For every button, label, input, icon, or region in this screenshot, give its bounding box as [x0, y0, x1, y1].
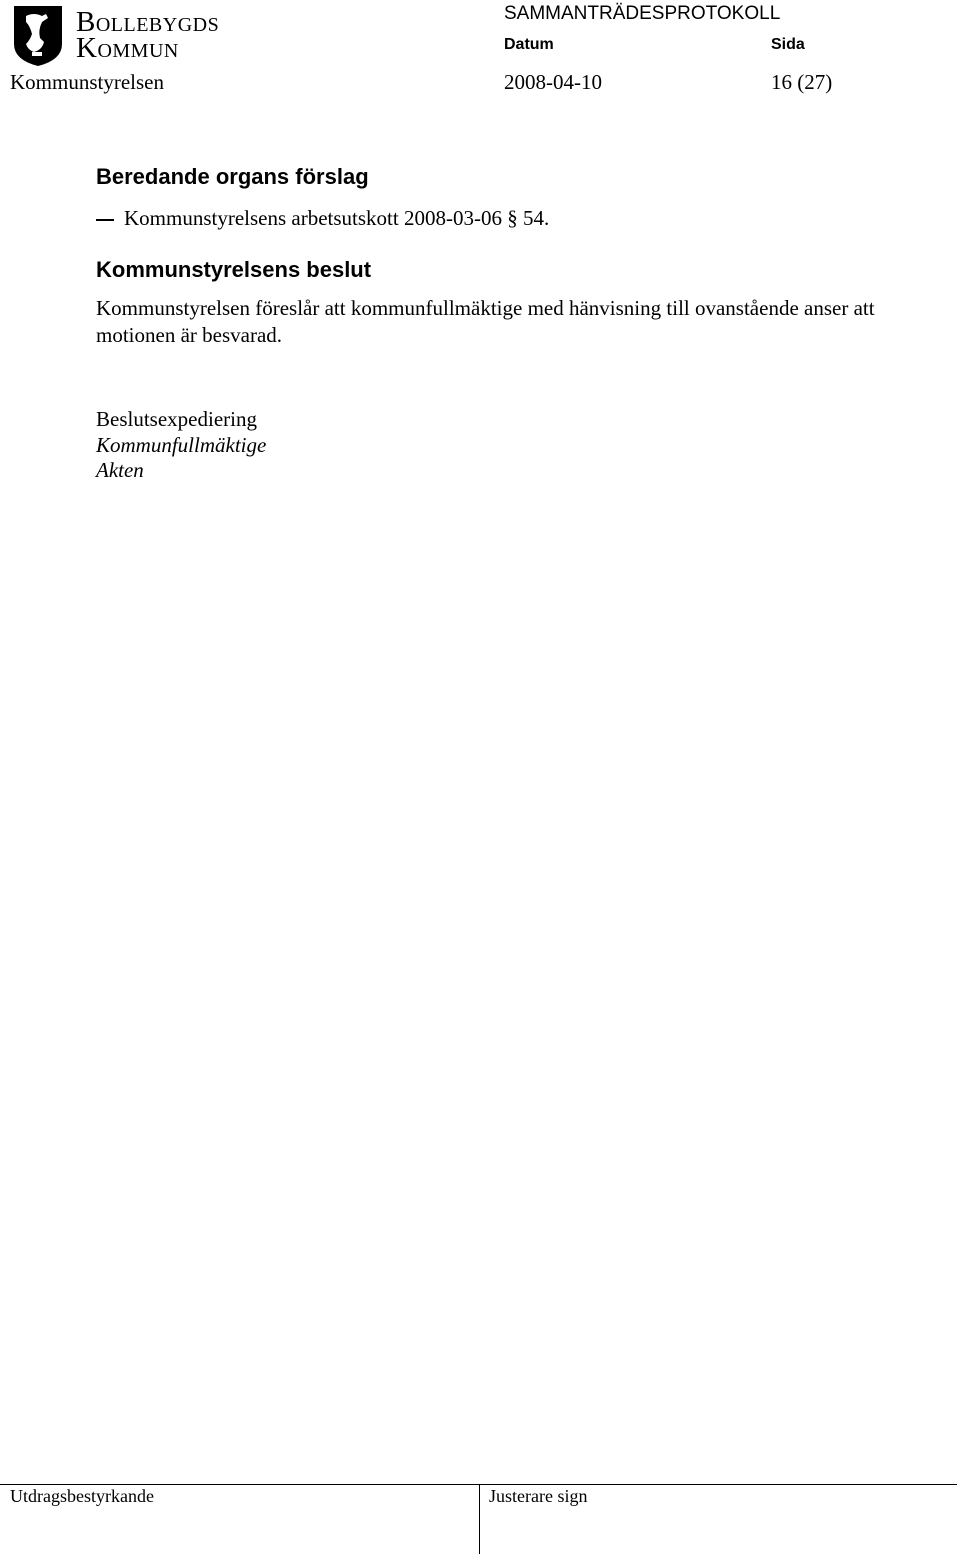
logo-text-line1: Bollebygds — [76, 6, 220, 38]
document-type: SAMMANTRÄDESPROTOKOLL — [504, 3, 781, 24]
distribution-recipient: Kommunfullmäktige — [96, 433, 267, 457]
committee-name: Kommunstyrelsen — [10, 70, 164, 94]
page-number: 16 (27) — [771, 70, 833, 94]
adjuster-signature-label: Justerare sign — [489, 1486, 588, 1506]
dash-bullet — [96, 219, 114, 221]
distribution-title: Beslutsexpediering — [96, 407, 257, 431]
logo-text-line2: Kommun — [76, 32, 179, 64]
certification-label: Utdragsbestyrkande — [10, 1486, 154, 1506]
sida-label: Sida — [771, 36, 805, 53]
proposal-item-text: Kommunstyrelsens arbetsutskott 2008-03-06 § 54. — [124, 206, 550, 230]
datum-label: Datum — [504, 36, 554, 53]
municipality-logo — [12, 4, 242, 68]
meeting-date: 2008-04-10 — [504, 70, 602, 94]
decision-heading: Kommunstyrelsens beslut — [96, 257, 372, 282]
distribution-recipient: Akten — [96, 458, 144, 482]
decision-text: Kommunstyrelsen föreslår att kommunfullmäktige med hänvisning till ovanstående anser att motionen är besvarad. — [96, 296, 875, 347]
proposal-item — [96, 206, 696, 236]
proposal-heading: Beredande organs förslag — [96, 164, 369, 189]
footer-separator — [479, 1484, 480, 1554]
municipal-crest-icon — [12, 4, 64, 68]
